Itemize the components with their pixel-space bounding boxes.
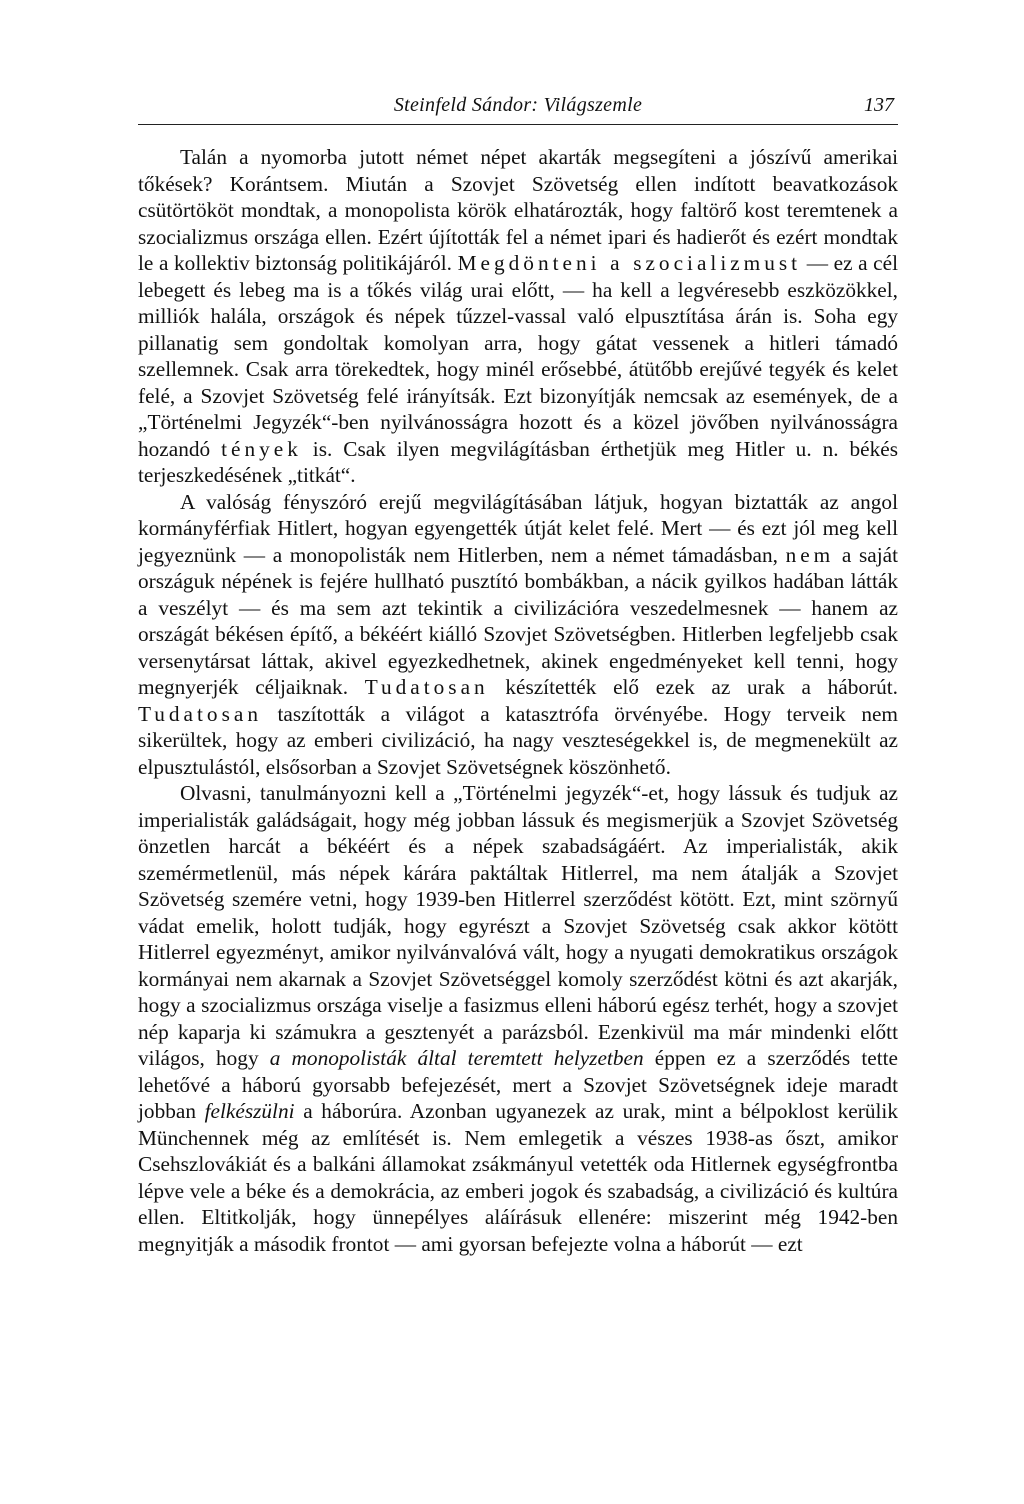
text-run: éppen ez a szerződés tette lehetővé a háború gyorsabb befejezését, mert a Szovjet Szövetségnek ideje maradt jobban [138,1046,898,1123]
page-header [138,92,898,125]
text-run: Olvasni, tanulmányozni kell a „Történelmi jegyzék“-et, hogy lássuk és tudjuk az imperialisták galádságait, hogy még jobban lássuk és megismerjük a Szovjet Szövetség önzetlen harcát a békéért és a népek szabadságáért. Az imperialisták, akik szemérmetlenül, más népek kárára paktáltak Hitlerrel, ma nem átalják a Szovjet Szövetség szemére vetni, hogy 1939-ben Hitlerrel szerződést kötött. Ezt, mint szörnyű vádat emelik, holott tudják, hogy egyrészt a Szovjet Szövetség csak akkor kötött Hitlerrel egyezményt, amikor nyilvánvalóvá vált, hogy a nyugati demokratikus országok kormányai nem akarnak a Szovjet Szövetséggel komoly szerződést kötni és azt akarják, hogy a szocializmus országa viselje a fasizmus elleni háború egész terhét, hogy a szovjet nép kaparja ki számukra a gesztenyét a parázsból. Ezenkivül ma már mindenki előtt világos, hogy [138,781,898,1070]
italic-phrase: felkészülni [204,1099,295,1123]
body-text [138,144,898,1257]
paragraph [138,144,898,489]
paragraph [138,780,898,1257]
emphasized-phrase: nem [785,542,835,567]
text-run: készítették elő ezek az urak a háborút. [488,675,899,699]
emphasized-phrase: Tudatosan [138,701,262,726]
text-run: is. Csak ilyen megvilágításban érthetjük meg Hitler u. n. békés terjeszkedésének „titkát“. [138,436,898,487]
paragraph [138,489,898,781]
emphasized-phrase: Tudatosan [364,675,489,699]
emphasized-phrase: Megdönteni a szocializmust [457,251,802,275]
page-number: 137 [864,94,894,116]
running-title: Steinfeld Sándor: Világszemle [393,94,643,116]
text-run: a háborúra. Azonban ugyanezek az urak, mint a bélpoklost kerülik Münchennek még az említését is. Nem emlegetik a vészes 1938-as őszt, amikor Csehszlovákiát és a balkáni államokat zsákmányul vetették oda Hitlernek egységfrontba lépve vele a béke és a demokrácia, az emberi jogok és szabadság, a civilizáció és kultúra ellen. Eltitkolják, hogy ünnepélyes aláírásuk ellenére: miszerint még 1942-ben megnyitják a második frontot — ami gyorsan befejezte volna a háborút — ezt [138,1099,898,1256]
text-run: a saját országuk népének is fejére hullható pusztító bombákban, a nácik gyilkos hadában látták a veszélyt — és ma sem azt tekintik a civilizációra veszedelmesnek — hanem az országát békésen építő, a békéért kiálló Szovjet Szövetségben. Hitlerben legfeljebb csak versenytársat láttak, akivel egyezkedhetnek, akinek engedményeket kell tenni, hogy megnyerjék céljaiknak. [138,542,898,699]
text-run: taszították a világot a katasztrófa örvényébe. Hogy terveik nem sikerültek, hogy az emberi civilizáció, ha nagy veszteségekkel is, de megmenekült az elpusztulástól, elsősorban a Szovjet Szövetségnek köszönhető. [138,701,898,779]
text-run: A valóság fényszóró erejű megvilágításában látjuk, hogyan biztatták az angol kormányférfiak Hitlert, hogyan egyengették útját kelet felé. Mert — és ezt jól meg kell jegyeznünk — a monopolisták nem Hitlerben, nem a német támadásban, [138,489,898,567]
text-run: Talán a nyomorba jutott német népet akarták megsegíteni a jószívű amerikai tőkések? Korántsem. Miután a Szovjet Szövetség ellen indított beavatkozások csütörtököt mondtak, a monopolista körök elhatározták, hogy faltörő kost teremtenek a szocializmus országa ellen. Ezért újították fel a német ipari és hadierőt és ezért mondtak le a kollektiv biztonság politikájáról. [138,145,898,275]
emphasized-phrase: tények [221,436,302,461]
text-run: — ez a cél lebegett és lebeg ma is a tőkés világ urai előtt, — ha kell a legvéresebb eszközökkel, milliók halála, országok és népek tűzzel-vassal való elpusztítása árán is. Soha egy pillanatig sem gondoltak komolyan arra, hogy gátat vessenek a hitleri támadó szellemnek. Csak arra törekedtek, hogy minél erősebbé, átütőbb erejűvé tegyék és kelet felé, a Szovjet Szövetség felé irányítsák. Ezt bizonyítják nemcsak az események, de a „Történelmi Jegyzék“-ben nyilvánosságra hozott és a közel jövőben nyilvánosságra hozandó [138,251,899,461]
italic-phrase: a monopolisták által teremtett helyzetben [269,1046,644,1070]
